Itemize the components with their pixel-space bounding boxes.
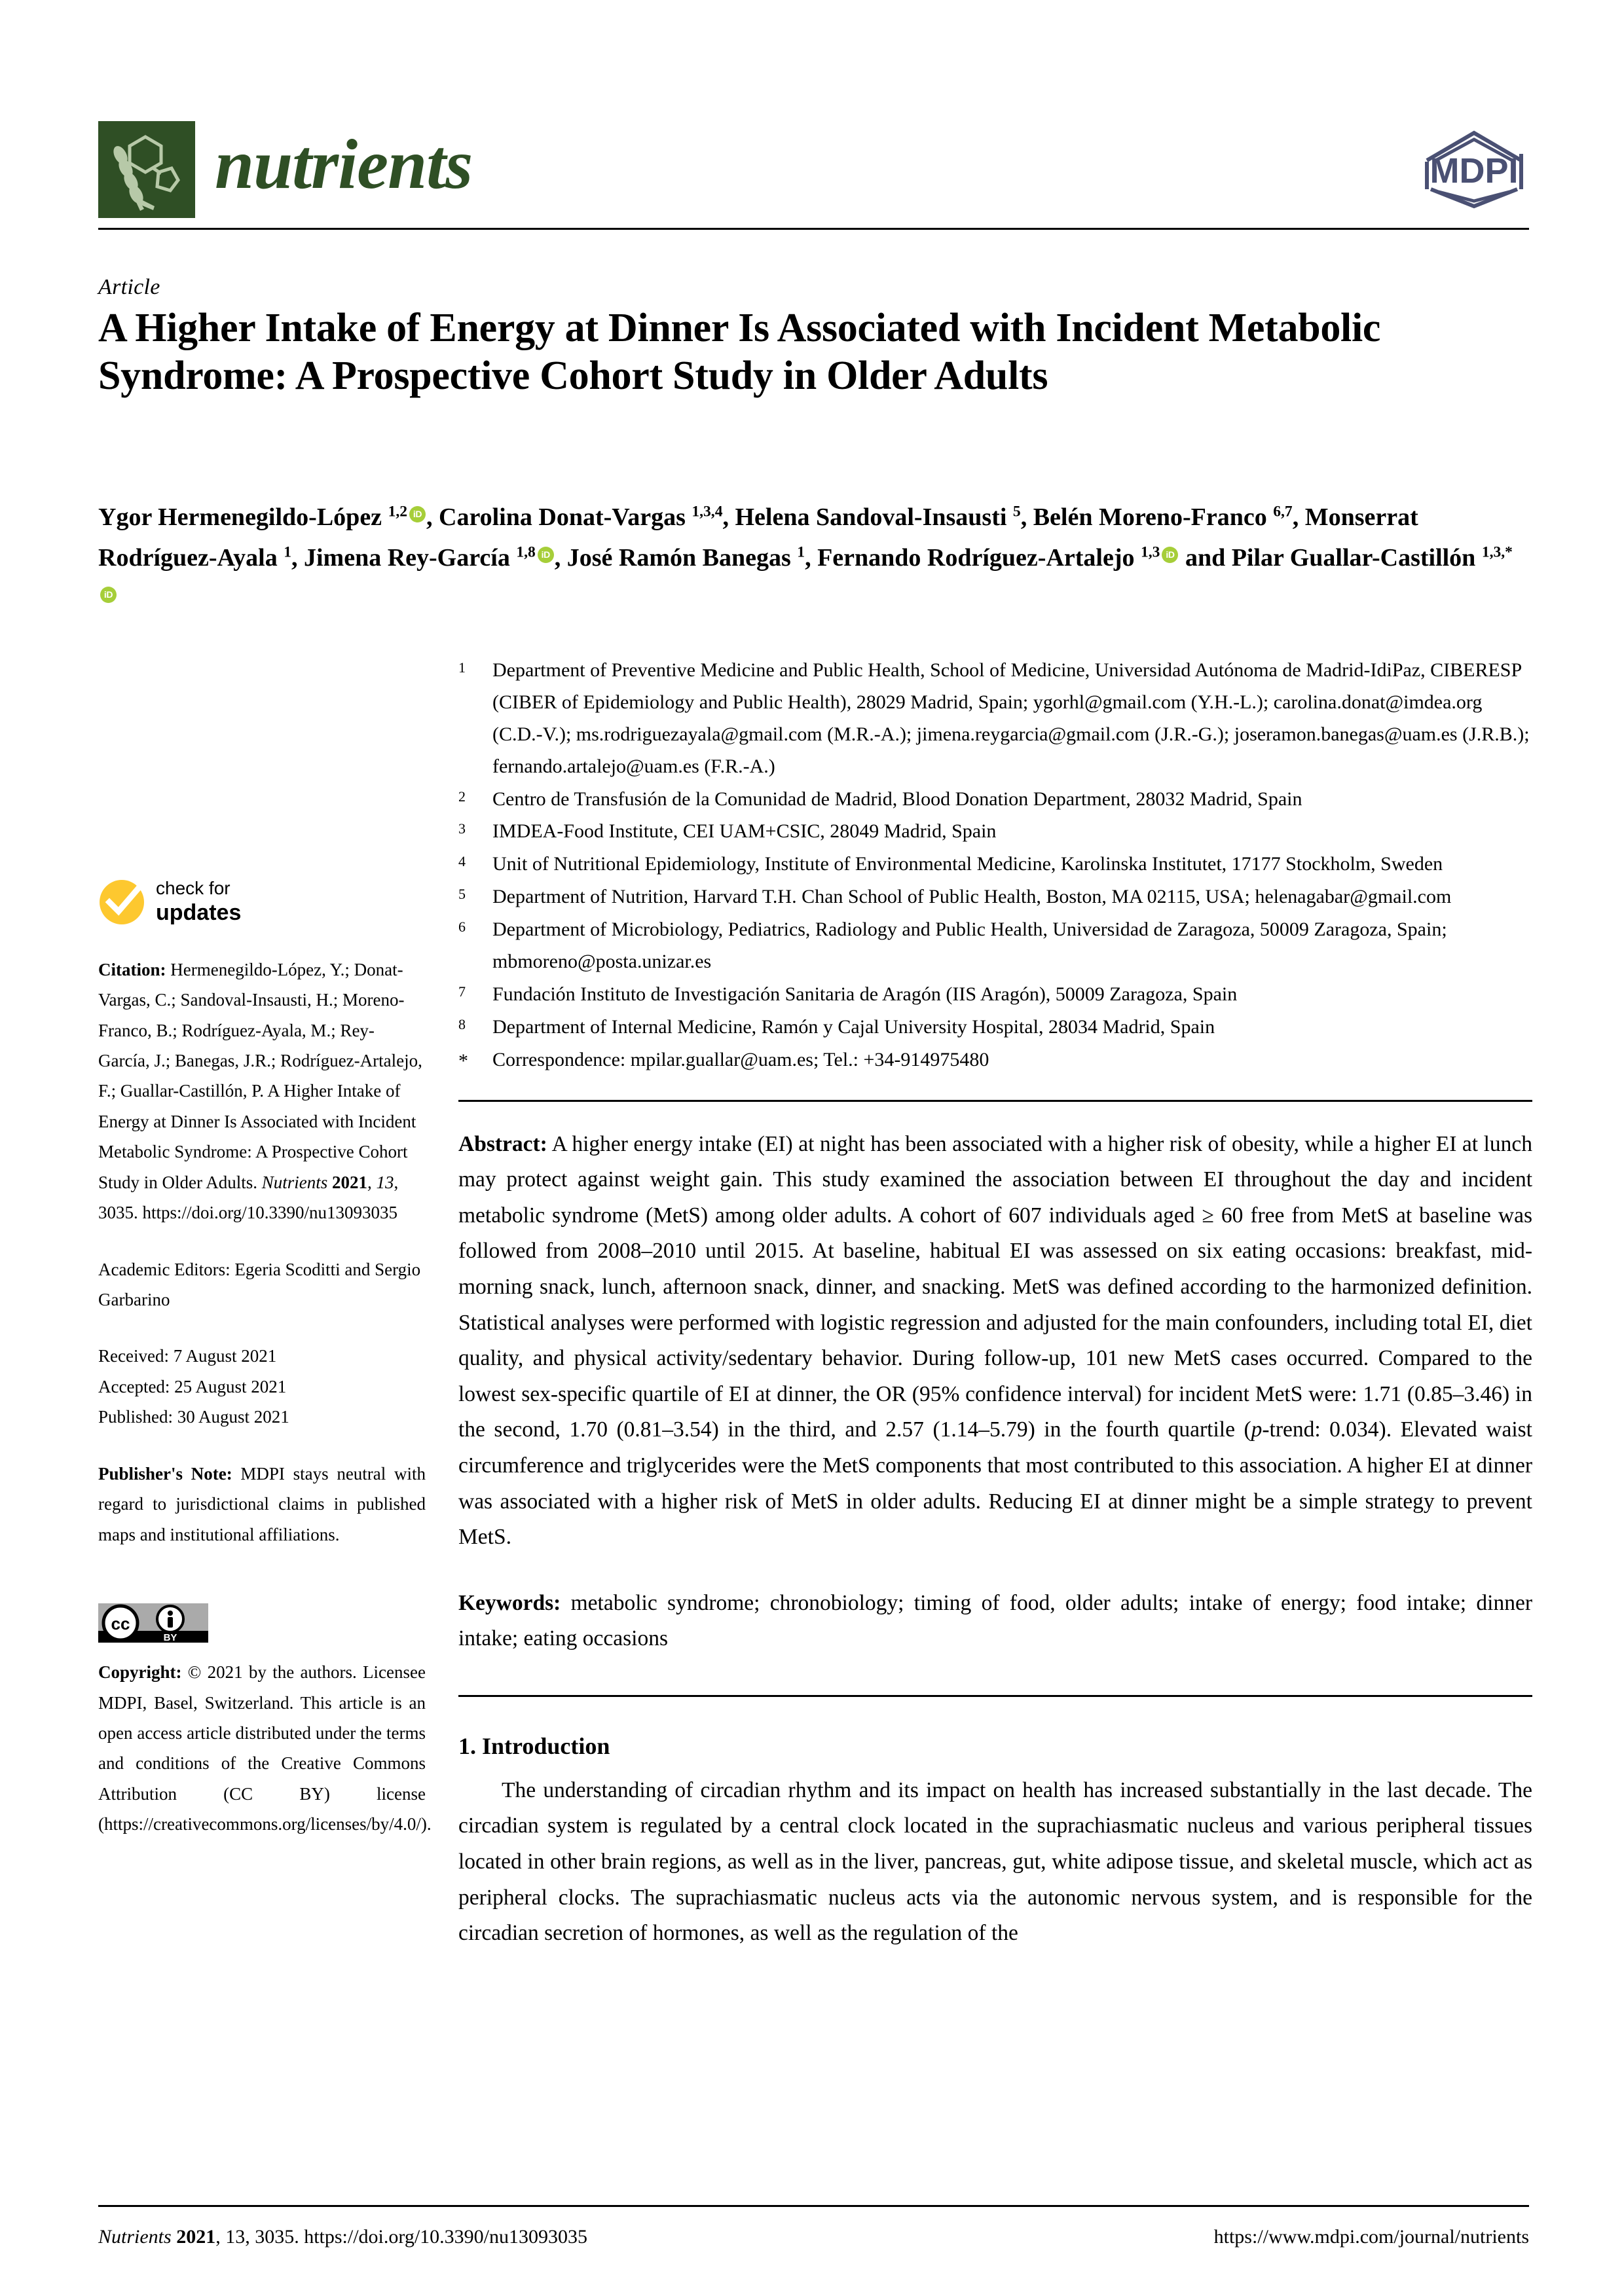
- orcid-icon[interactable]: [538, 547, 554, 563]
- creative-commons-by-icon[interactable]: [98, 1603, 208, 1643]
- author-sep: , Jimena Rey-García: [291, 543, 517, 572]
- copyright-label: Copyright:: [98, 1662, 182, 1683]
- affiliation-text: Department of Nutrition, Harvard T.H. Chan School of Public Health, Boston, MA 02115, USA; helenagabar@gmail.com: [492, 886, 1452, 908]
- svg-text:BY: BY: [163, 1632, 177, 1643]
- header-divider: [98, 228, 1529, 230]
- introduction-paragraph: The understanding of circadian rhythm and its impact on health has increased substantially in the last decade. The circadian system is regulated by a central clock located in the suprachiasmatic nucleus and various peripheral tissues located in other brain regions, as well as in the liver, pancreas, gut, white adipose tissue, and skeletal muscle, which act as peripheral clocks. The suprachiasmatic nucleus acts via the autonomic nervous system, and is responsible for the circadian secretion of hormones, as well as the regulation of the: [458, 1777, 1532, 1946]
- footer-divider: [98, 2205, 1529, 2207]
- yellow-checkmark-icon: [98, 879, 145, 926]
- author-affil-ref: 1,3: [1141, 543, 1160, 560]
- abstract-text-end: -trend: 0.034). Elevated waist circumference and triglycerides were the MetS components that most contributed to this association. A higher EI at dinner was associated with a higher risk of MetS in older adults. Reducing EI at dinner might be a simple strategy to prevent MetS.: [458, 1417, 1532, 1550]
- affiliation-number: 3: [458, 820, 466, 837]
- received-date: Received: 7 August 2021: [98, 1346, 277, 1366]
- affiliation-item: [458, 655, 1532, 783]
- keywords-label: Keywords:: [458, 1590, 561, 1615]
- affiliation-number: 8: [458, 1015, 466, 1032]
- keywords-text: metabolic syndrome; chronobiology; timing of food, older adults; intake of energy; food intake; dinner intake; eating occasions: [458, 1590, 1532, 1651]
- affiliation-item: [458, 881, 1532, 913]
- publisher-note: [98, 1459, 426, 1550]
- affiliation-text: Fundación Instituto de Investigación Sanitaria de Aragón (IIS Aragón), 50009 Zaragoza, Spain: [492, 983, 1238, 1005]
- citation-volume: , 13: [367, 1172, 394, 1192]
- author-affil-ref: 1,2: [388, 503, 407, 520]
- citation-journal: Nutrients: [261, 1172, 328, 1192]
- accepted-date: Accepted: 25 August 2021: [98, 1376, 287, 1396]
- affiliation-number: 5: [458, 886, 466, 903]
- page-footer: [98, 2226, 1529, 2248]
- check-for-updates-label: [156, 877, 241, 927]
- author-sep: , Helena Sandoval-Insausti: [722, 503, 1013, 531]
- mdpi-wordmark: MDPI: [1430, 151, 1519, 191]
- dates-block: [98, 1341, 426, 1432]
- author-name: Ygor Hermenegildo-López: [98, 503, 388, 531]
- correspondence-item: [458, 1044, 1532, 1078]
- affiliation-text: Department of Preventive Medicine and Public Health, School of Medicine, Universidad Autónoma de Madrid-IdiPaz, CIBERESP (CIBER of Epidemiology and Public Health), 28029 Madrid, Spain; ygorhl@gmail.com (Y.H.-L.); carolina.donat@imdea.org (C.D.-V.); ms.rodriguezayala@gmail.com (M.R.-A.); jimena.reygarcia@gmail.com (J.R.-G.); joseramon.banegas@uam.es (J.R.B.); fernando.artalejo@uam.es (F.R.-A.): [492, 659, 1530, 777]
- academic-editors: Academic Editors: Egeria Scoditti and Sergio Garbarino: [98, 1259, 421, 1309]
- cfu-line1: check for: [156, 878, 231, 898]
- author-affil-ref: 5: [1012, 503, 1021, 520]
- orcid-icon[interactable]: [100, 587, 117, 603]
- correspondence-text: Correspondence: mpilar.guallar@uam.es; Tel.: +34-914975480: [492, 1048, 989, 1070]
- affiliation-number: 2: [458, 788, 466, 805]
- affiliation-number: 7: [458, 983, 466, 1000]
- affiliation-item: [458, 914, 1532, 978]
- affiliation-item: [458, 848, 1532, 881]
- citation-doi-link[interactable]: https://doi.org/10.3390/nu13093035: [142, 1203, 398, 1223]
- footer-citation: [98, 2226, 587, 2248]
- sidebar: [98, 877, 432, 1866]
- publisher-note-text: MDPI stays neutral with regard to jurisdictional claims in published maps and institutional affiliations.: [98, 1463, 426, 1544]
- cfu-line2: updates: [156, 900, 242, 926]
- published-date: Published: 30 August 2021: [98, 1407, 289, 1427]
- citation-year: 2021: [327, 1172, 368, 1192]
- author-sep: , Fernando Rodríguez-Artalejo: [805, 543, 1141, 572]
- author-affil-ref: 1,8: [516, 543, 536, 560]
- footer-journal-url[interactable]: https://www.mdpi.com/journal/nutrients: [1213, 2226, 1529, 2248]
- abstract-divider-top: [458, 1100, 1532, 1102]
- affiliation-number: 4: [458, 853, 466, 870]
- copyright-text: © 2021 by the authors. Licensee MDPI, Basel, Switzerland. This article is an open access article distributed under the terms and conditions of the Creative Commons Attribution (CC BY) license (https://creativecommons.org/licenses/by/4.0/).: [98, 1662, 432, 1834]
- journal-logo[interactable]: [98, 121, 472, 218]
- affiliation-text: Centro de Transfusión de la Comunidad de Madrid, Blood Donation Department, 28032 Madrid, Spain: [492, 788, 1302, 810]
- affiliation-text: Department of Internal Medicine, Ramón y Cajal University Hospital, 28034 Madrid, Spain: [492, 1015, 1215, 1038]
- footer-rest: , 13, 3035. https://doi.org/10.3390/nu13093035: [215, 2226, 587, 2248]
- footer-year: 2021: [171, 2226, 216, 2248]
- main-column: [458, 655, 1532, 1952]
- author-name: Monserrat Rodríguez-Ayala: [98, 503, 1418, 572]
- copyright-block: [98, 1657, 432, 1840]
- page-header: [98, 121, 1529, 216]
- affiliation-list: [458, 655, 1532, 1078]
- article-type-label: Article: [98, 275, 160, 299]
- citation-label: Citation:: [98, 959, 166, 979]
- check-for-updates-badge[interactable]: [98, 877, 426, 927]
- abstract-section: [458, 1127, 1532, 1556]
- affiliation-item: [458, 816, 1532, 848]
- author-sep: , Belén Moreno-Franco: [1020, 503, 1274, 531]
- affiliation-number: 6: [458, 919, 466, 936]
- author-affil-ref: 1: [284, 543, 291, 560]
- abstract-label: Abstract:: [458, 1131, 547, 1156]
- footer-journal: Nutrients: [98, 2226, 172, 2248]
- correspondence-marker: *: [458, 1049, 468, 1072]
- affiliation-text: Department of Microbiology, Pediatrics, Radiology and Public Health, Universidad de Zaragoza, 50009 Zaragoza, Spain; mbmoreno@posta.unizar.es: [492, 919, 1447, 973]
- author-affil-ref: 1,3,*: [1481, 543, 1513, 560]
- publisher-note-label: Publisher's Note:: [98, 1463, 232, 1484]
- citation-pages: , 3035.: [98, 1172, 399, 1223]
- abstract-divider-bottom: [458, 1695, 1532, 1697]
- citation-authors: Hermenegildo-López, Y.; Donat-Vargas, C.; Sandoval-Insausti, H.; Moreno-Franco, B.; Rodríguez-Ayala, M.; Rey-García, J.; Banegas, J.R.; Rodríguez-Artalejo, F.; Guallar-Castillón, P. A Higher Intake of Energy at Dinner Is Associated with Incident Metabolic Syndrome: A Prospective Cohort Study in Older Adults.: [98, 959, 422, 1192]
- affiliation-text: Unit of Nutritional Epidemiology, Institute of Environmental Medicine, Karolinska Institutet, 17177 Stockholm, Sweden: [492, 853, 1443, 875]
- author-affil-ref: 6,7: [1273, 503, 1293, 520]
- author-affil-ref: 1: [797, 543, 805, 560]
- abstract-text: A higher energy intake (EI) at night has been associated with a higher risk of obesity, while a higher EI at lunch may protect against weight gain. This study examined the association between EI throughout the day and incident metabolic syndrome (MetS) among older adults. A cohort of 607 individuals aged ≥ 60 free from MetS at baseline was followed from 2008–2010 until 2015. At baseline, habitual EI was assessed on six eating occasions: breakfast, mid-morning snack, lunch, afternoon snack, dinner, and snacking. MetS was defined according to the harmonized definition. Statistical analyses were performed with logistic regression and adjusted for the main confounders, including total EI, diet quality, and physical activity/sedentary behavior. During follow-up, 101 new MetS cases occurred. Compared to the lowest sex-specific quartile of EI at dinner, the OR (95% confidence interval) for incident MetS were: 1.71 (0.85–3.46) in the second, 1.70 (0.81–3.54) in the third, and 2.57 (1.14–5.79) in the fourth quartile (: [458, 1131, 1532, 1442]
- keywords-section: [458, 1586, 1532, 1657]
- mdpi-logo[interactable]: [1419, 126, 1529, 210]
- author-affil-ref: 1,3,4: [692, 503, 723, 520]
- citation-block: [98, 955, 426, 1228]
- affiliation-number: 1: [458, 659, 466, 676]
- author-sep: ,: [1292, 503, 1299, 531]
- author-sep: , José Ramón Banegas: [554, 543, 798, 572]
- section-heading-introduction: 1. Introduction: [458, 1732, 610, 1759]
- svg-text:cc: cc: [111, 1614, 130, 1634]
- wheat-molecule-icon: [98, 121, 195, 218]
- affiliation-item: [458, 1011, 1532, 1044]
- orcid-icon[interactable]: [409, 506, 426, 522]
- p-value-italic: p: [1251, 1417, 1263, 1442]
- journal-title: nutrients: [215, 126, 473, 204]
- author-name: and Pilar Guallar-Castillón: [1185, 543, 1482, 572]
- affiliation-text: IMDEA-Food Institute, CEI UAM+CSIC, 28049 Madrid, Spain: [492, 820, 997, 843]
- page-title: A Higher Intake of Energy at Dinner Is Associated with Incident Metabolic Syndrome: A Prospective Cohort Study in Older Adults: [98, 306, 1381, 399]
- affiliation-item: [458, 979, 1532, 1011]
- author-list: [98, 498, 1529, 619]
- author-sep: , Carolina Donat-Vargas: [426, 503, 692, 531]
- affiliation-item: [458, 784, 1532, 816]
- orcid-icon[interactable]: [1162, 547, 1178, 563]
